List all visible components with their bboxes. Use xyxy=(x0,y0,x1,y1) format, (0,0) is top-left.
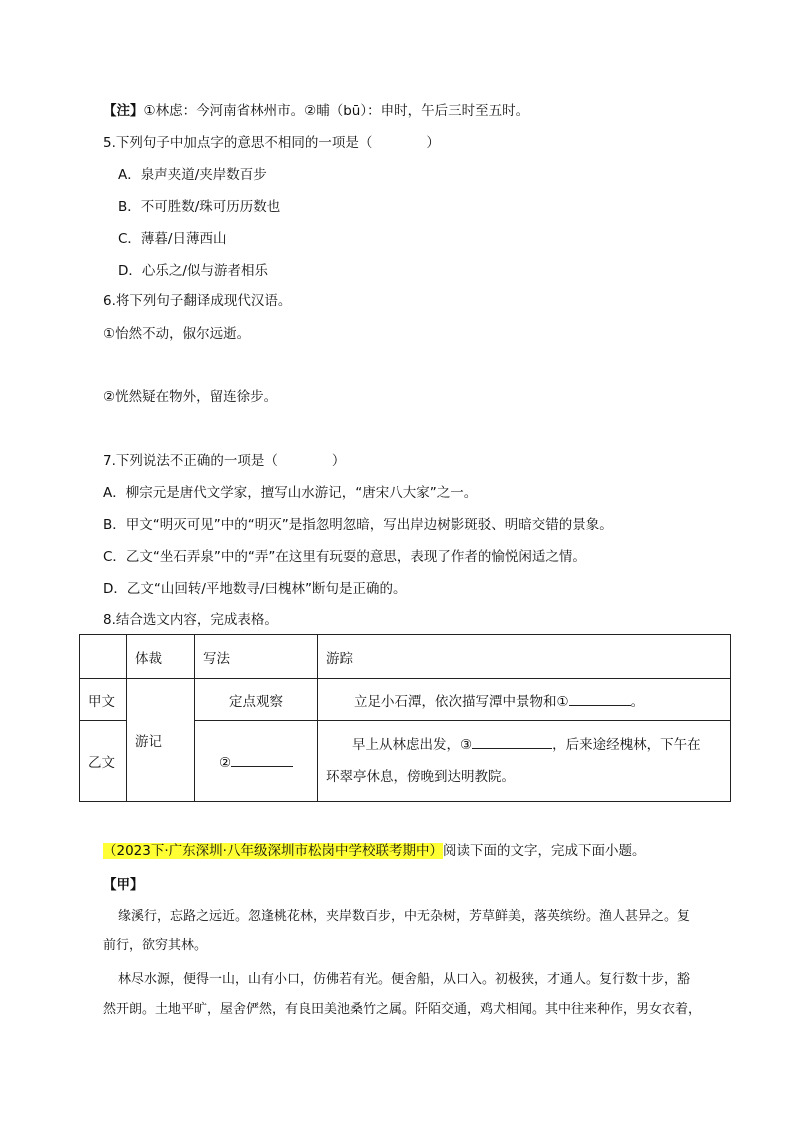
jia-title: 【甲】 xyxy=(103,877,144,893)
answer-blank-2[interactable] xyxy=(231,752,293,767)
jia-p2-line1: 林尽水源，便得一山，山有小口，仿佛若有光。便舍船，从口入。初极狭，才通人。复行数十步，豁 xyxy=(118,972,691,987)
track-yi-text-1: 早上从林虑出发，③ xyxy=(352,737,473,753)
track-yi-text-2: ，后来途经槐林，下午在 xyxy=(552,737,701,753)
genre-cell: 游记 xyxy=(127,679,195,802)
jia-p2-line2: 然开朗。土地平旷，屋舍俨然，有良田美池桑竹之属。阡陌交通，鸡犬相闻。其中往来种作，男女衣着， xyxy=(103,1002,702,1017)
note-prefix: 【注】 xyxy=(103,103,144,119)
header-empty xyxy=(80,635,127,679)
q7-stem: 7.下列说法不正确的一项是（ ） xyxy=(103,453,346,469)
note-text: ①林虑：今河南省林州市。②晡（bū）：申时，午后三时至五时。 xyxy=(143,103,530,119)
q7-option-b: B．甲文“明灭可见”中的“明灭”是指忽明忽暗，写出岸边树影斑驳、明暗交错的景象。 xyxy=(103,517,613,533)
table-row-jia xyxy=(80,679,731,721)
q7-option-a: A．柳宗元是唐代文学家，擅写山水游记，“唐宋八大家”之一。 xyxy=(103,485,478,501)
source-highlight: （2023下·广东深圳·八年级深圳市松岗中学校联考期中） xyxy=(103,843,443,859)
track-yi xyxy=(318,721,731,802)
q5-stem: 5.下列句子中加点字的意思不相同的一项是（ ） xyxy=(103,135,440,151)
q5-option-c: C．薄暮/日薄西山 xyxy=(118,231,227,247)
header-genre: 体裁 xyxy=(127,635,195,679)
header-track: 游踪 xyxy=(318,635,731,679)
q8-table xyxy=(79,634,731,802)
row-label-yi: 乙文 xyxy=(80,721,127,802)
q5-option-a: A．泉声夹道/夹岸数百步 xyxy=(118,167,267,183)
jia-p1-line2: 前行，欲穷其林。 xyxy=(103,938,208,953)
track-jia-text: 立足小石潭，依次描写潭中景物和① xyxy=(354,693,569,710)
q5-option-b: B．不可胜数/珠可历历数也 xyxy=(118,199,281,215)
q6-sentence-1: ①怡然不动，俶尔远逝。 xyxy=(103,326,251,342)
q5-option-d: D．心乐之/似与游者相乐 xyxy=(118,263,268,279)
jia-p1-line1: 缘溪行，忘路之远近。忽逢桃花林，夹岸数百步，中无杂树，芳草鲜美，落英缤纷。渔人甚异之。复 xyxy=(118,909,691,924)
method-yi xyxy=(195,721,318,802)
q7-option-d: D．乙文“山回转/平地数寻/曰槐林”断句是正确的。 xyxy=(103,581,407,597)
method-jia: 定点观察 xyxy=(195,679,318,721)
header-method: 写法 xyxy=(195,635,318,679)
q7-option-c: C．乙文“坐石弄泉”中的“弄”在这里有玩耍的意思，表现了作者的愉悦闲适之情。 xyxy=(103,549,586,565)
method-yi-marker: ② xyxy=(218,754,232,771)
note-line xyxy=(103,102,529,120)
q6-sentence-2: ②恍然疑在物外，留连徐步。 xyxy=(103,389,278,405)
track-jia xyxy=(318,679,731,721)
source-line xyxy=(103,842,645,860)
row-label-jia: 甲文 xyxy=(80,679,127,721)
source-instruction: 阅读下面的文字，完成下面小题。 xyxy=(442,843,646,859)
answer-blank-1[interactable] xyxy=(569,691,631,706)
table-header-row xyxy=(80,635,731,679)
track-yi-line2: 环翠亭休息，傍晚到达明教院。 xyxy=(326,769,515,785)
track-yi-line1 xyxy=(326,729,722,761)
track-jia-end: 。 xyxy=(630,693,645,710)
q6-stem: 6.将下列句子翻译成现代汉语。 xyxy=(103,293,292,309)
answer-blank-3[interactable] xyxy=(472,734,552,749)
q8-stem: 8.结合选文内容，完成表格。 xyxy=(103,612,278,628)
